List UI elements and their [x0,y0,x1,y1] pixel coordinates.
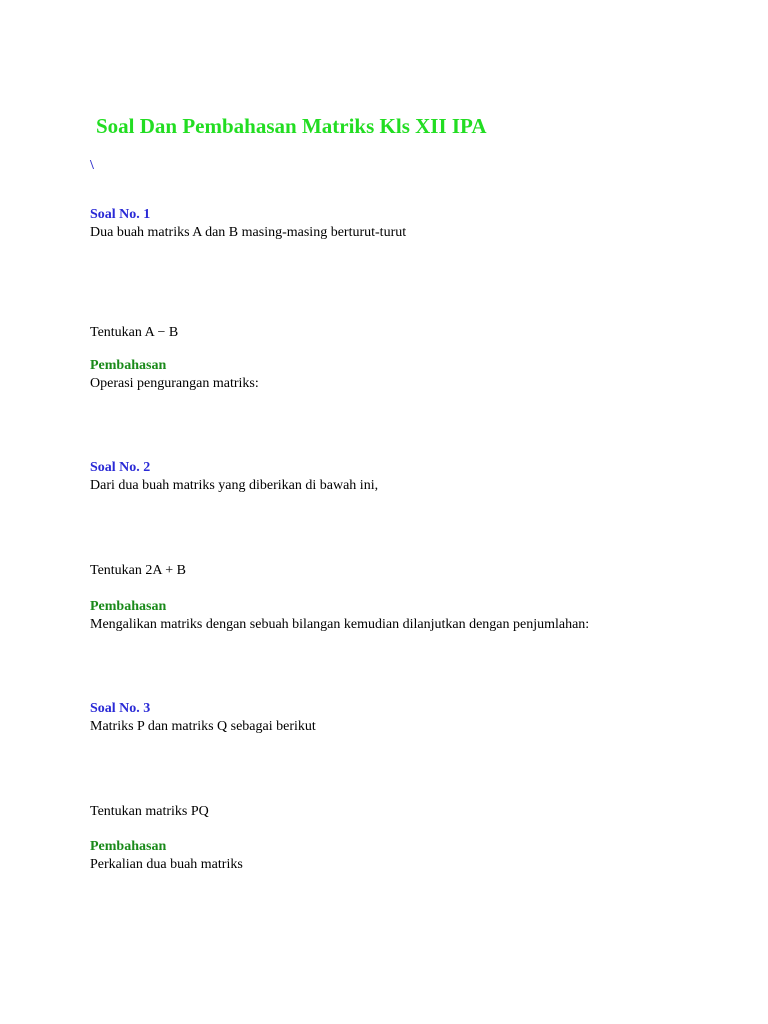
soal-heading: Soal No. 3 [90,701,151,716]
pembahasan-heading: Pembahasan [90,839,167,854]
backslash-mark: \ [90,158,94,173]
soal-heading: Soal No. 1 [90,207,151,222]
soal-text: Dari dua buah matriks yang diberikan di bawah ini, [90,478,379,493]
page-title: Soal Dan Pembahasan Matriks Kls XII IPA [96,114,487,138]
pembahasan-heading: Pembahasan [90,358,167,373]
question-text: Tentukan 2A + B [90,563,186,578]
soal-text: Matriks P dan matriks Q sebagai berikut [90,719,316,734]
pembahasan-heading: Pembahasan [90,599,167,614]
pembahasan-text: Mengalikan matriks dengan sebuah bilangan kemudian dilanjutkan dengan penjumlahan: [90,617,590,632]
pembahasan-text: Perkalian dua buah matriks [90,857,243,872]
question-text: Tentukan matriks PQ [90,804,209,819]
soal-heading: Soal No. 2 [90,460,151,475]
question-text: Tentukan A − B [90,325,179,340]
pembahasan-text: Operasi pengurangan matriks: [90,376,259,391]
soal-text: Dua buah matriks A dan B masing-masing berturut-turut [90,225,407,240]
